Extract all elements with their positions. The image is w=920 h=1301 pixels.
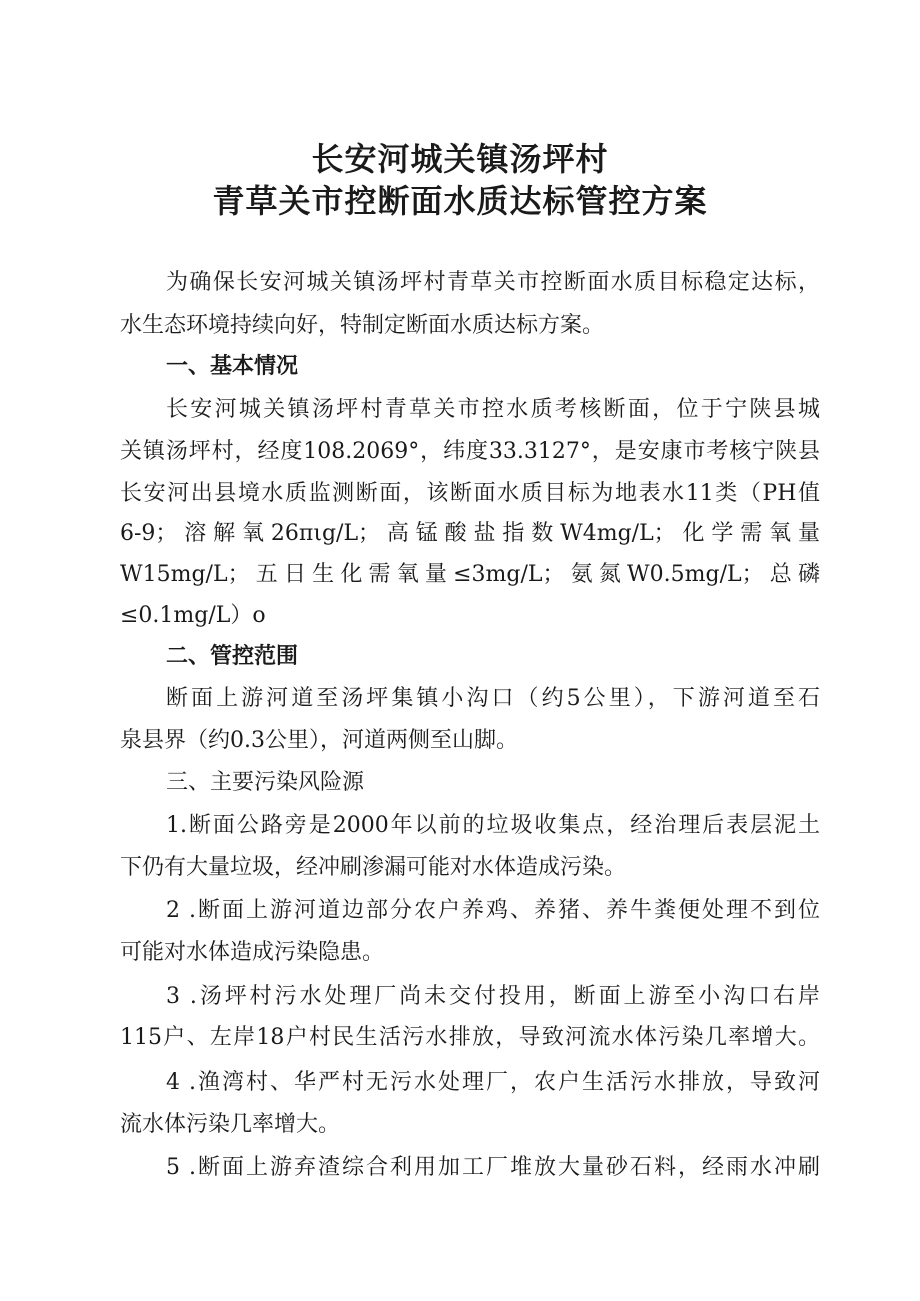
risk-item-1-line-2: 下仍有大量垃圾，经冲刷渗漏可能对水体造成污染。 (120, 855, 627, 880)
section-1-line: ≤0.1mg/L）o (120, 603, 266, 628)
document-title-line-1: 长安河城关镇汤坪村 (311, 140, 609, 178)
section-1-line: 长安河城关镇汤坪村青草关市控水质考核断面，位于宁陕县城 (166, 397, 820, 422)
section-1-line: 长安河出县境水质监测断面，该断面水质目标为地表水11类（PH值 (120, 481, 820, 506)
risk-item-1-line-1: 1.断面公路旁是2000年以前的垃圾收集点，经治理后表层泥土 (166, 813, 820, 838)
intro-line-2: 水生态环境持续向好，特制定断面水质达标方案。 (120, 313, 605, 338)
risk-item-2-line-1: 2 .断面上游河道边部分农户养鸡、养猪、养牛粪便处理不到位 (166, 898, 820, 923)
risk-item-4-line-1: 4 .渔湾村、华严村无污水处理厂，农户生活污水排放，导致河 (166, 1070, 820, 1095)
section-2-line: 断面上游河道至汤坪集镇小沟口（约5公里），下游河道至石 (166, 686, 820, 711)
section-1-line: W15mg/L；五日生化需氧量≤3mg/L；氨氮W0.5mg/L；总磷 (120, 562, 820, 587)
document-title-line-2: 青草关市控断面水质达标管控方案 (212, 182, 708, 220)
risk-item-3-line-1: 3 .汤坪村污水处理厂尚未交付投用，断面上游至小沟口右岸 (166, 984, 820, 1009)
risk-item-4-line-2: 流水体污染几率增大。 (120, 1112, 341, 1137)
section-1-line: 6-9；溶解氧26πιg/L；高锰酸盐指数W4mg/L；化学需氧量 (120, 521, 820, 546)
risk-item-2-line-2: 可能对水体造成污染隐患。 (120, 940, 385, 965)
section-1-heading: 一、基本情况 (166, 354, 299, 379)
risk-item-5-line-1: 5 .断面上游弃渣综合利用加工厂堆放大量砂石料，经雨水冲刷 (166, 1155, 820, 1180)
section-2-line: 泉县界（约0.3公里），河道两侧至山脚。 (120, 728, 518, 753)
risk-item-3-line-2: 115户、左岸18户村民生活污水排放，导致河流水体污染几率增大。 (120, 1025, 820, 1050)
section-3-heading: 三、主要污染风险源 (166, 770, 365, 795)
intro-line-1: 为确保长安河城关镇汤坪村青草关市控断面水质目标稳定达标， (166, 270, 820, 295)
section-2-heading: 二、管控范围 (166, 644, 299, 669)
section-1-line: 关镇汤坪村，经度108.2069°，纬度33.3127°，是安康市考核宁陕县 (120, 439, 820, 464)
